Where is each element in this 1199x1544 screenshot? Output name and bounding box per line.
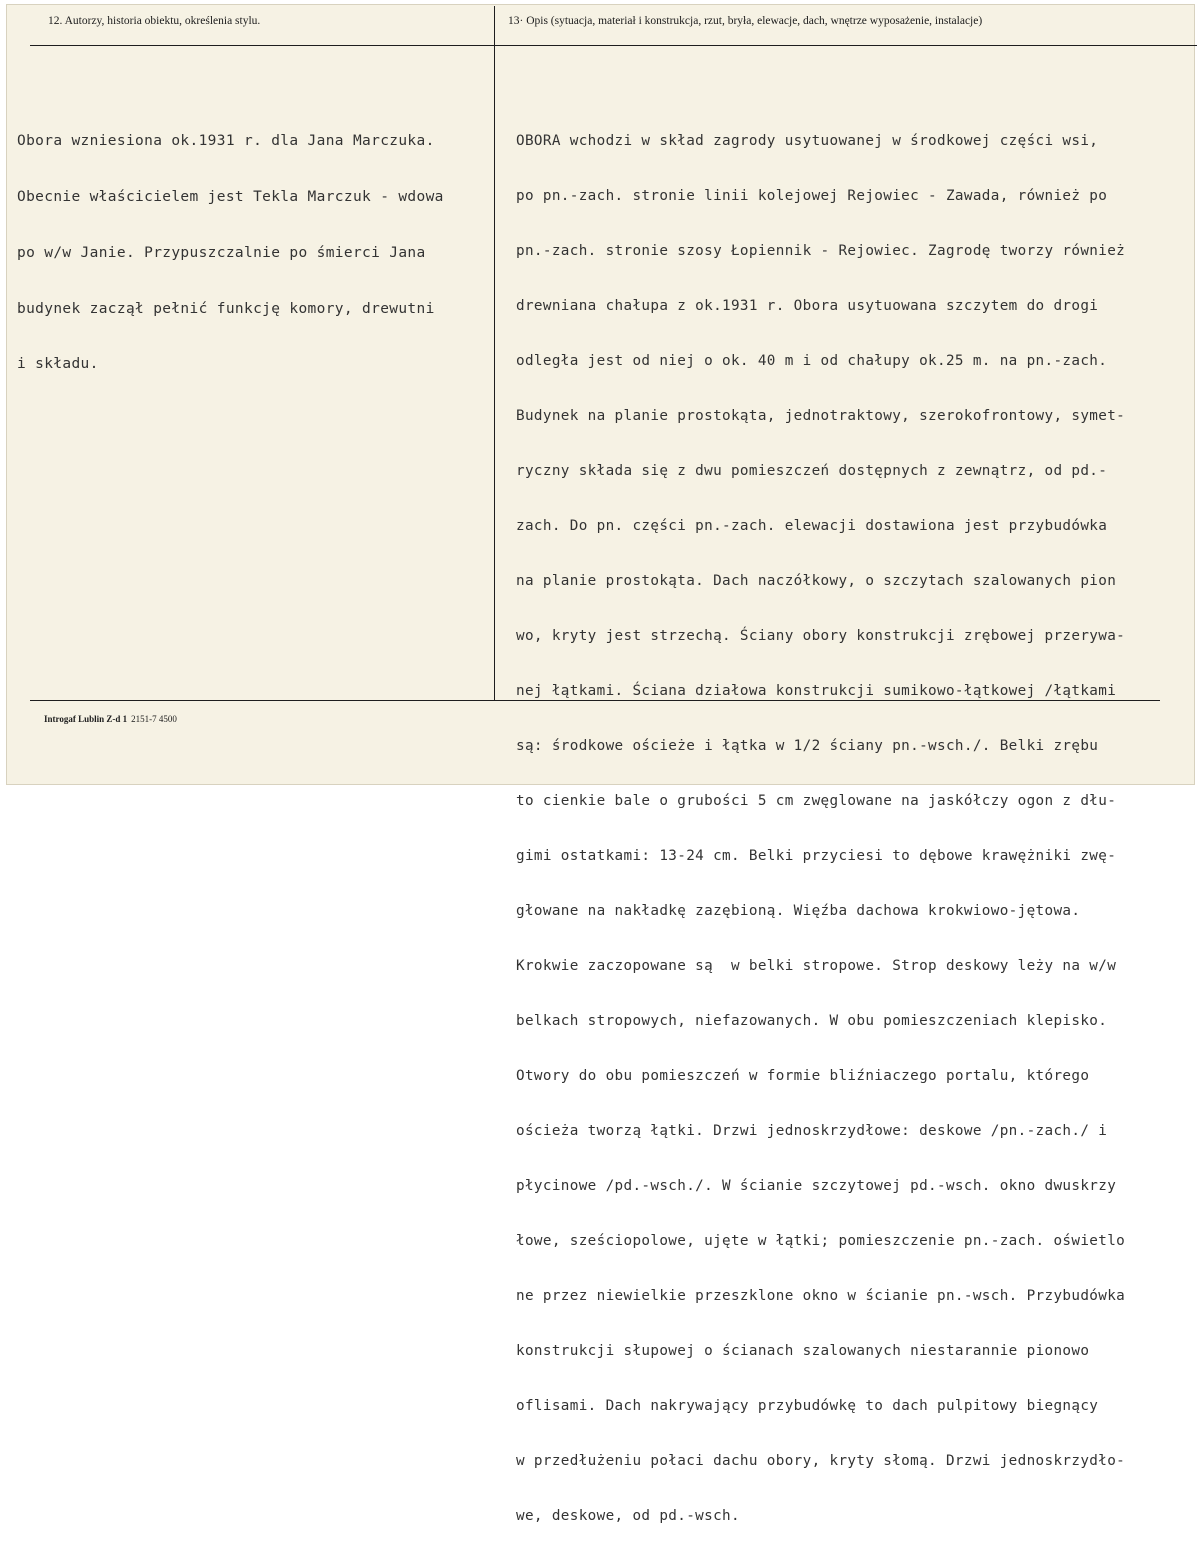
printer-imprint	[44, 714, 177, 724]
section-12-heading: 12. Autorzy, historia obiektu, określenia stylu.	[48, 15, 261, 27]
history-line: Obecnie właścicielem jest Tekla Marczuk - wdowa	[17, 188, 444, 205]
header-rule	[30, 45, 1197, 46]
history-line: budynek zaczął pełnić funkcję komory, drewutni	[17, 300, 435, 317]
description-line: w przedłużeniu połaci dachu obory, kryty słomą. Drzwi jednoskrzydło-	[516, 1453, 1126, 1470]
description-line: drewniana chałupa z ok.1931 r. Obora usytuowana szczytem do drogi	[516, 297, 1099, 314]
history-typed-text	[17, 95, 444, 393]
history-line: po w/w Janie. Przypuszczalnie po śmierci Jana	[17, 244, 426, 261]
description-line: gimi ostatkami: 13-24 cm. Belki przyciesi to dębowe krawężniki zwę-	[516, 848, 1117, 865]
description-line: Budynek na planie prostokąta, jednotraktowy, szerokofrontowy, symet-	[516, 407, 1126, 424]
description-line: płycinowe /pd.-wsch./. W ścianie szczytowej pd.-wsch. okno dwuskrzy	[516, 1178, 1117, 1195]
description-line: odległa jest od niej o ok. 40 m i od chałupy ok.25 m. na pn.-zach.	[516, 352, 1108, 369]
description-line: po pn.-zach. stronie linii kolejowej Rejowiec - Zawada, również po	[516, 187, 1108, 204]
description-line: łowe, sześciopolowe, ujęte w łątki; pomieszczenie pn.-zach. oświetlo	[516, 1233, 1126, 1250]
section-13-heading: 13· Opis (sytuacja, materiał i konstrukcja, rzut, bryła, elewacje, dach, wnętrze wyposażenie, instalacje)	[508, 15, 983, 27]
description-line: Otwory do obu pomieszczeń w formie bliźniaczego portalu, którego	[516, 1068, 1090, 1085]
description-line: to cienkie bale o grubości 5 cm zwęglowane na jaskółczy ogon z dłu-	[516, 793, 1117, 810]
description-line: we, deskowe, od pd.-wsch.	[516, 1508, 740, 1525]
description-line: OBORA wchodzi w skład zagrody usytuowanej w środkowej części wsi,	[516, 132, 1099, 149]
printer-name: Introgaf Lublin Z-d 1	[44, 714, 128, 724]
description-line: oflisami. Dach nakrywający przybudówkę to dach pulpitowy biegnący	[516, 1398, 1099, 1415]
description-line: ne przez niewielkie przeszklone okno w ścianie pn.-wsch. Przybudówka	[516, 1288, 1126, 1305]
description-line: Krokwie zaczopowane są w belki stropowe. Strop deskowy leży na w/w	[516, 958, 1117, 975]
description-line: konstrukcji słupowej o ścianach szalowanych niestarannie pionowo	[516, 1343, 1090, 1360]
description-line: wo, kryty jest strzechą. Ściany obory konstrukcji zrębowej przerywa-	[516, 627, 1126, 644]
description-line: ryczny składa się z dwu pomieszczeń dostępnych z zewnątrz, od pd.-	[516, 462, 1108, 479]
column-divider	[494, 6, 495, 700]
description-line: na planie prostokąta. Dach naczółkowy, o szczytach szalowanych pion	[516, 572, 1117, 589]
history-line: i składu.	[17, 356, 99, 373]
description-line: głowane na nakładkę zazębioną. Więźba dachowa krokwiowo-jętowa.	[516, 903, 1081, 920]
print-reference: 2151-7 4500	[131, 714, 177, 724]
description-line: zach. Do pn. części pn.-zach. elewacji dostawiona jest przybudówka	[516, 517, 1108, 534]
description-line: są: środkowe ościeże i łątka w 1/2 ściany pn.-wsch./. Belki zrębu	[516, 738, 1099, 755]
description-typed-text	[516, 95, 1125, 1544]
description-line: ościeża tworzą łątki. Drzwi jednoskrzydłowe: deskowe /pn.-zach./ i	[516, 1123, 1108, 1140]
description-line: pn.-zach. stronie szosy Łopiennik - Rejowiec. Zagrodę tworzy również	[516, 242, 1126, 259]
history-line: Obora wzniesiona ok.1931 r. dla Jana Marczuka.	[17, 133, 435, 150]
description-line: belkach stropowych, niefazowanych. W obu pomieszczeniach klepisko.	[516, 1013, 1108, 1030]
description-line: nej łątkami. Ściana działowa konstrukcji sumikowo-łątkowej /łątkami	[516, 683, 1117, 699]
